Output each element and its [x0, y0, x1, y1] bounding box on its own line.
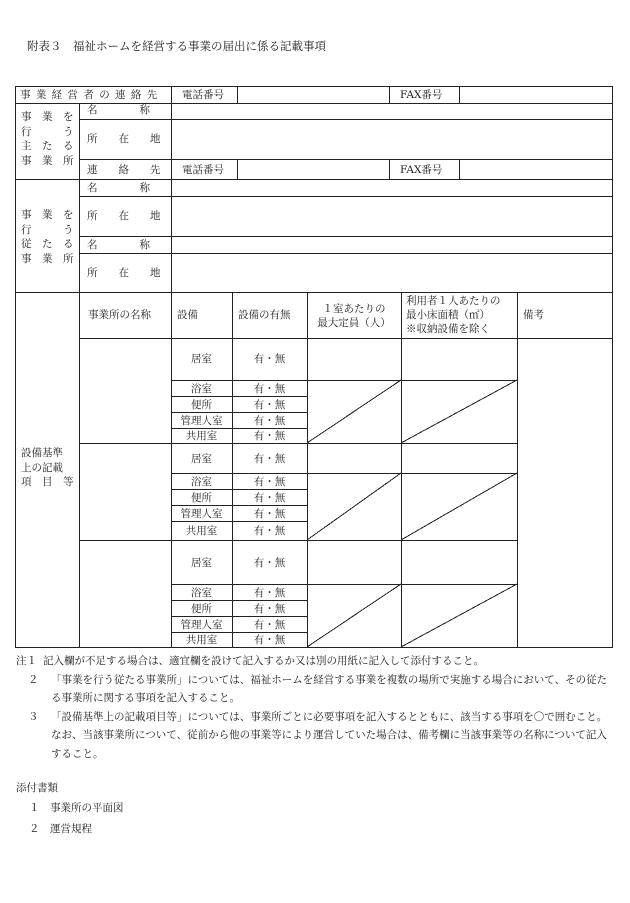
yes-no-choice[interactable]: 有・無 — [253, 492, 286, 504]
operator-contact-label: 事 業 経 営 者 の 連 絡 先 — [20, 89, 159, 101]
yes-no-choice[interactable]: 有・無 — [253, 415, 286, 427]
sub-office-address-label: 所 在 地 — [87, 210, 161, 222]
yes-no-choice[interactable]: 有・無 — [253, 525, 286, 537]
yes-no-choice[interactable]: 有・無 — [253, 476, 286, 488]
document-title: 附表３ 福祉ホームを経営する事業の届出に係る記載事項 — [27, 39, 326, 53]
attachment-number: １ — [29, 802, 40, 814]
yes-no-choice[interactable]: 有・無 — [253, 587, 286, 599]
room-name: 浴室 — [191, 383, 212, 395]
header-remarks: 備考 — [523, 309, 544, 321]
note-text: 「事業を行う従たる事業所」については、福祉ホームを経営する事業を複数の場所で実施する場合において、その従たる事業所に関する事項を記入すること。 — [51, 673, 608, 704]
facilities-label-line: 上の記載 — [21, 461, 63, 474]
room-name: 管理人室 — [180, 508, 223, 520]
note-number: ３ — [28, 710, 39, 723]
note-item — [16, 652, 616, 671]
yes-no-choice[interactable]: 有・無 — [253, 353, 286, 365]
header-office-name: 事業所の名称 — [88, 309, 151, 321]
yes-no-choice[interactable]: 有・無 — [253, 453, 286, 465]
room-name: 共用室 — [185, 634, 218, 646]
facilities-label-line: 設備基準 — [21, 447, 63, 459]
yes-no-choice[interactable]: 有・無 — [253, 383, 286, 395]
yes-no-choice[interactable]: 有・無 — [253, 430, 286, 442]
note-number: ２ — [28, 673, 39, 686]
sub-office-label-line: 事 業 を — [21, 209, 74, 221]
facilities-label-line: 項 目 等 — [21, 476, 74, 488]
room-name: 居室 — [191, 557, 212, 569]
sub-office-name-label: 名 称 — [87, 182, 150, 194]
yes-no-choice[interactable]: 有・無 — [253, 399, 286, 411]
main-office-label-line: 行 う — [21, 125, 74, 138]
main-office-label-line: 主 た る — [21, 140, 74, 152]
attachment-item — [29, 800, 124, 815]
main-office-label — [21, 110, 74, 168]
room-name: 居室 — [191, 353, 212, 365]
facilities-label — [21, 446, 74, 490]
header-floor-area-line: 利用者１人あたりの — [406, 295, 501, 307]
main-office-name-label: 名 称 — [87, 104, 150, 116]
yes-no-choice[interactable]: 有・無 — [253, 508, 286, 520]
note-item — [16, 671, 616, 708]
attachment-text: 運営規程 — [50, 823, 92, 835]
sub-office-address-label-2: 所 在 地 — [87, 267, 161, 279]
room-name: 管理人室 — [180, 619, 223, 631]
room-name: 便所 — [191, 399, 212, 411]
main-office-phone-label: 電話番号 — [182, 164, 224, 176]
attachment-item — [29, 821, 92, 836]
notes-section — [16, 652, 616, 763]
main-office-label-line: 事 業 を — [21, 111, 74, 123]
yes-no-choice[interactable]: 有・無 — [253, 603, 286, 615]
sub-office-label-line: 従 た る — [21, 238, 74, 250]
header-capacity-line: 最大定員（人） — [317, 317, 391, 329]
note-item — [16, 708, 616, 764]
header-floor-area — [406, 294, 501, 336]
attachments-title: 添付書類 — [16, 782, 58, 794]
operator-phone-label: 電話番号 — [182, 89, 224, 101]
note-number: 注１ — [16, 655, 37, 667]
room-name: 居室 — [191, 453, 212, 465]
header-equipment: 設備 — [177, 309, 198, 321]
main-office-contact-label: 連 絡 先 — [87, 164, 161, 176]
room-name: 便所 — [191, 603, 212, 615]
header-floor-area-line: ※収納設備を除く — [406, 323, 490, 335]
main-office-address-label: 所 在 地 — [87, 133, 161, 145]
header-floor-area-line: 最小床面積（㎡） — [406, 309, 490, 321]
main-office-label-line: 事 業 所 — [21, 154, 74, 167]
note-text: 「設備基準上の記載項目等」については、事業所ごとに必要事項を記入するとともに、該当する事項を〇で囲むこと。なお、当該事業所について、従前から他の事業等により運営していた場合は、備考欄に当該事業等の名称について記入すること。 — [51, 710, 608, 760]
yes-no-choice[interactable]: 有・無 — [253, 634, 286, 646]
yes-no-choice[interactable]: 有・無 — [253, 619, 286, 631]
sub-office-label — [21, 208, 74, 266]
room-name: 浴室 — [191, 476, 212, 488]
room-name: 共用室 — [185, 430, 218, 442]
yes-no-choice[interactable]: 有・無 — [253, 557, 286, 569]
attachment-number: ２ — [29, 823, 40, 835]
header-presence: 設備の有無 — [238, 309, 291, 321]
sub-office-label-line: 事 業 所 — [21, 252, 74, 265]
header-capacity — [307, 302, 401, 330]
room-name: 共用室 — [185, 525, 218, 537]
room-name: 管理人室 — [180, 415, 223, 427]
room-name: 便所 — [191, 492, 212, 504]
main-office-fax-label: FAX番号 — [400, 164, 443, 176]
operator-fax-label: FAX番号 — [400, 89, 443, 101]
header-capacity-line: １室あたりの — [322, 303, 386, 315]
sub-office-label-line: 行 う — [21, 223, 74, 236]
note-text: 記入欄が不足する場合は、適宜欄を設けて記入するか又は別の用紙に記入して添付すること。 — [43, 655, 484, 667]
attachment-text: 事業所の平面図 — [50, 802, 124, 814]
room-name: 浴室 — [191, 587, 212, 599]
sub-office-name-label-2: 名 称 — [87, 239, 150, 251]
